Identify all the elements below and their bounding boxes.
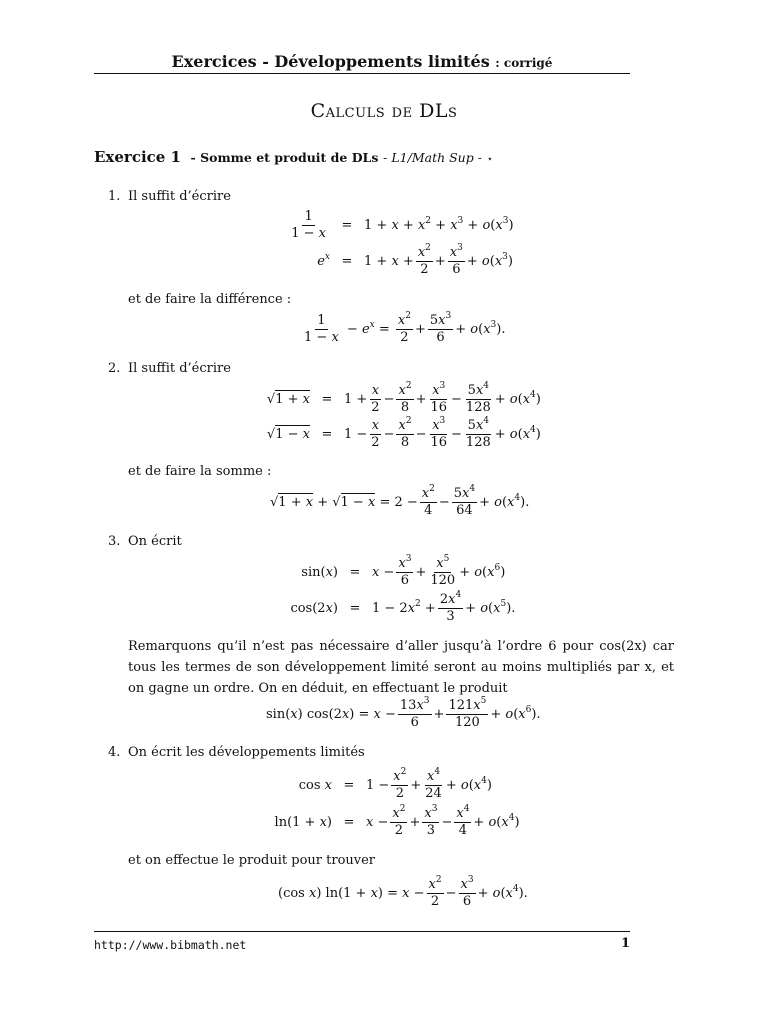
item-remark: Remarquons qu’il n’est pas nécessaire d’aller jusqu’à l’ordre 6 pour cos(2x) car tous les termes de son développement limité seront au moins multipliés par x, et on gagne un ordre. On en déduit, en effectuant le produit (128, 639, 674, 696)
exercise-heading (94, 148, 493, 166)
equation: √1 − x = 1 − $\frac{x}{2}$ − $\frac{x^2}{8}$ − $\frac{x^3}{16}$ − $\frac{5x^4}{128}$ + $o(x^4)$ (266, 416, 541, 450)
equation: √1 + x + √1 − x = 2 − $\frac{x^2}{4}$ − $\frac{5x^4}{64}$ + $o(x^4)$. (270, 484, 530, 518)
header-suffix: : corrigé (495, 56, 553, 70)
header-title: Exercices - Développements limités (171, 52, 490, 71)
exercise-label: Exercice 1 (94, 148, 181, 166)
footer-rule (94, 931, 630, 932)
item-number: 1. (108, 189, 121, 204)
item-intro: Il suffit d’écrire (128, 189, 231, 204)
item-number: 4. (108, 745, 121, 760)
item-followup: et de faire la somme : (128, 464, 272, 479)
equation: $e^x$ = 1 + x + $\frac{x^2}{2}$ + $\frac{x^3}{6}$ + $o(x^3)$ (317, 243, 513, 277)
exercise-level: - L1/Math Sup - (383, 150, 482, 165)
item-intro: Il suffit d’écrire (128, 361, 231, 376)
equation: $\frac{1}{1 - x}$ = $1 + x + x^2 + x^3 + o(x^3)$ (291, 209, 514, 241)
equation: cos x = 1 − $\frac{x^2}{2}$ + $\frac{x^4}{24}$ + $o(x^4)$ (298, 767, 492, 801)
equation: (cos x) ln(1 + x) = x − $\frac{x^2}{2}$ − $\frac{x^3}{6}$ + $o(x^4)$. (278, 875, 528, 909)
footer-url[interactable]: http://www.bibmath.net (94, 938, 247, 952)
equation: √1 + x = 1 + $\frac{x}{2}$ − $\frac{x^2}{8}$ + $\frac{x^3}{16}$ − $\frac{5x^4}{128}$ + $o(x^4)$ (266, 381, 541, 415)
item-intro: On écrit les développements limités (128, 745, 365, 760)
item-followup: et de faire la différence : (128, 292, 292, 307)
page-number: 1 (620, 936, 630, 951)
equation: sin(x) = x − $\frac{x^3}{6}$ + $\frac{x^5}{120}$ + $o(x^6)$ (301, 554, 506, 588)
item-number: 2. (108, 361, 121, 376)
item-followup: et on effectue le produit pour trouver (128, 853, 376, 868)
equation: sin(x) cos(2x) = x − $\frac{13x^3}{6}$ + $\frac{121x^5}{120}$ + $o(x^6)$. (266, 696, 541, 730)
header-rule (94, 73, 630, 74)
equation: ln(1 + x) = x − $\frac{x^2}{2}$ + $\frac{x^3}{3}$ − $\frac{x^4}{4}$ + $o(x^4)$ (274, 804, 520, 838)
section-title: Calculs de DLs (310, 100, 458, 122)
item-number: 3. (108, 534, 121, 549)
equation: $\frac{1}{1 - x}$ − $e^x$ = $\frac{x^2}{2}$ + $\frac{5x^3}{6}$ + $o(x^3)$. (304, 311, 506, 345)
exercise-topic: - Somme et produit de DLs (190, 150, 379, 165)
page-header (94, 52, 630, 71)
difficulty-star-icon: ⋆ (486, 154, 493, 165)
item-intro: On écrit (128, 534, 182, 549)
equation: cos(2x) = $1 - 2x^2$ + $\frac{2x^4}{3}$ + $o(x^5)$. (290, 590, 516, 624)
